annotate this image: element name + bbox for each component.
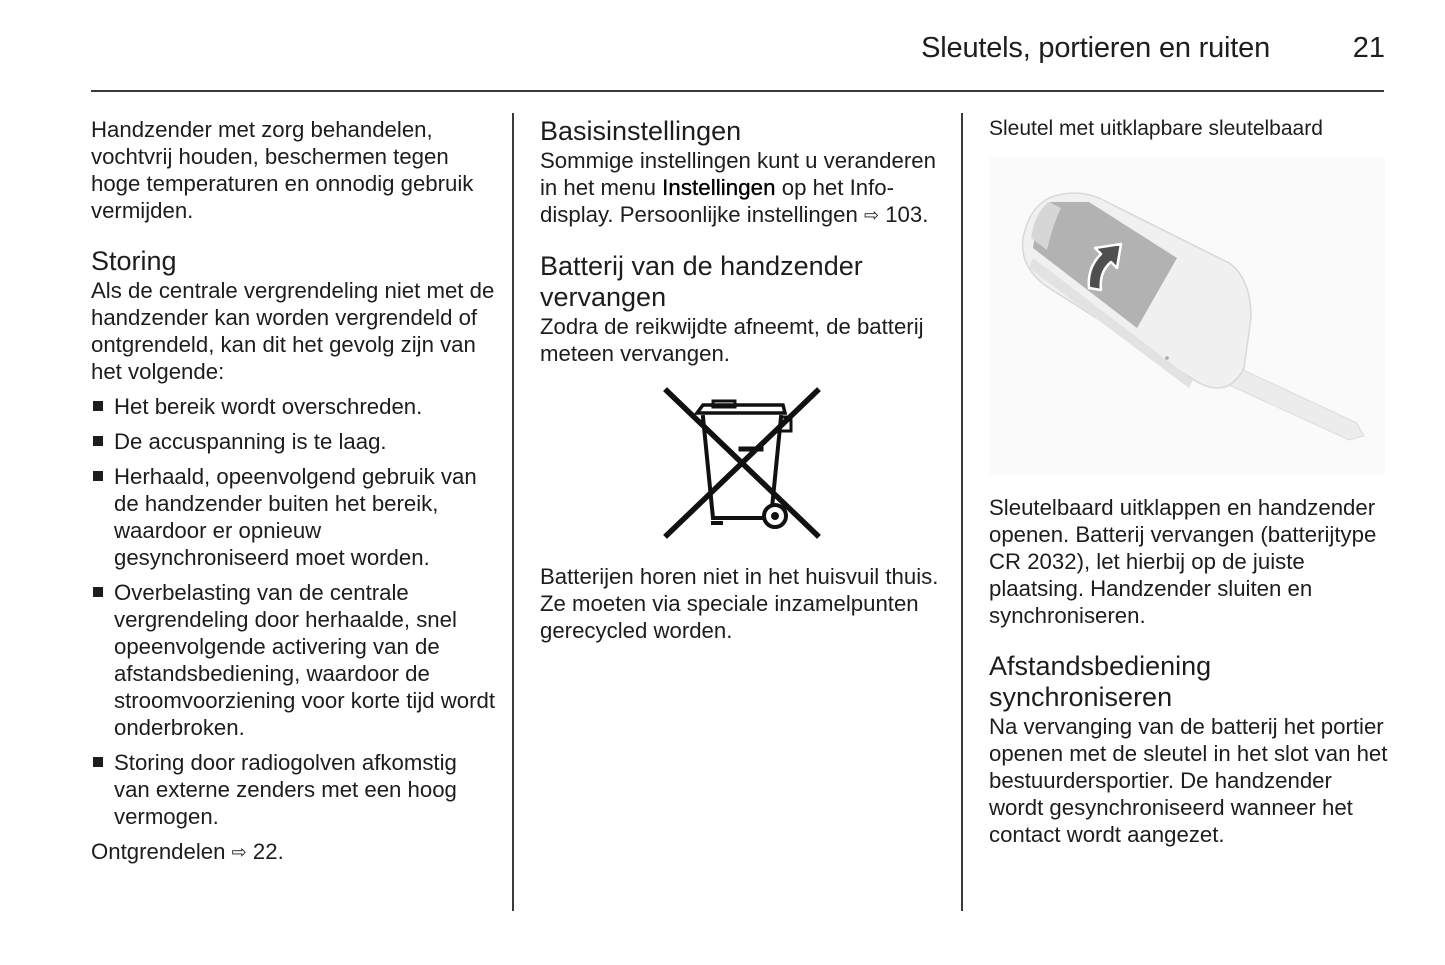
column-3 <box>989 116 1389 848</box>
storing-causes-list <box>91 393 496 830</box>
square-bullet-icon <box>93 436 103 446</box>
xref-arrow-icon: ⇨ <box>231 842 247 862</box>
basisinstellingen-paragraph: Sommige instellingen kunt u veranderen in het menu Instellingen op het Info-display. Persoonlijke instellingen ⇨ 103. <box>540 148 936 227</box>
list-item: Het bereik wordt overschreden. <box>91 393 496 420</box>
crossed-out-wheelie-bin-icon <box>663 383 823 543</box>
header-divider <box>91 90 1384 92</box>
column-1 <box>91 116 496 866</box>
battery-heading: Batterij van de handzender vervangen <box>540 251 863 312</box>
square-bullet-icon <box>93 757 103 767</box>
menu-name-instellingen: Instellingen <box>662 175 776 200</box>
battery-paragraph: Zodra de reikwijdte afneemt, de batterij meteen vervangen. <box>540 314 924 366</box>
xref-arrow-icon: ⇨ <box>863 205 880 225</box>
list-item: Overbelasting van de centrale vergrendeling door herhaalde, snel opeenvolgende activering van de afstandsbediening, waardoor de stroomvoorziening voor korte tijd wordt onderbroken. <box>91 579 496 741</box>
square-bullet-icon <box>93 401 103 411</box>
list-item: Storing door radiogolven afkomstig van externe zenders met een hoog vermogen. <box>91 749 496 830</box>
disposal-paragraph: Batterijen horen niet in het huisvuil thuis. Ze moeten via speciale inzamelpunten gerecycled worden. <box>540 564 939 643</box>
storing-intro: Als de centrale vergrendeling niet met de handzender kan worden vergrendeld of ontgrendeld, kan dit het gevolg zijn van het volgende: <box>91 278 495 384</box>
sync-paragraph: Na vervanging van de batterij het portier openen met de sleutel in het slot van het bestuurdersportier. De handzender wordt gesynchroniseerd wanneer het contact wordt aangezet. <box>989 714 1388 847</box>
intro-paragraph: Handzender met zorg behandelen, vochtvrij houden, beschermen tegen hoge temperaturen en onnodig gebruik vermijden. <box>91 117 474 223</box>
section-title: Sleutels, portieren en ruiten <box>921 32 1270 64</box>
figure-title: Sleutel met uitklapbare sleutelbaard <box>989 117 1323 140</box>
replace-battery-paragraph: Sleutelbaard uitklappen en handzender openen. Batterij vervangen (batterijtype CR 2032), let hierbij op de juiste plaatsing. Handzender sluiten en synchroniseren. <box>989 495 1377 628</box>
storing-heading: Storing <box>91 246 177 276</box>
page-number: 21 <box>1352 32 1385 64</box>
column-divider-1 <box>512 113 514 911</box>
column-2 <box>540 116 945 644</box>
ontgrendelen-xref[interactable]: Ontgrendelen ⇨ 22. <box>91 839 284 864</box>
list-item: Herhaald, opeenvolgend gebruik van de handzender buiten het bereik, waardoor er opnieuw gesynchroniseerd moet worden. <box>91 463 496 571</box>
square-bullet-icon <box>93 587 103 597</box>
square-bullet-icon <box>93 471 103 481</box>
list-item: De accuspanning is te laag. <box>91 428 496 455</box>
xref-page[interactable]: 103. <box>885 202 929 227</box>
sync-heading: Afstandsbediening synchroniseren <box>989 651 1212 712</box>
xref-page[interactable]: 22. <box>252 839 284 864</box>
basisinstellingen-heading: Basisinstellingen <box>540 116 742 146</box>
flip-key-remote-illustration <box>989 158 1385 474</box>
column-divider-2 <box>961 113 963 911</box>
